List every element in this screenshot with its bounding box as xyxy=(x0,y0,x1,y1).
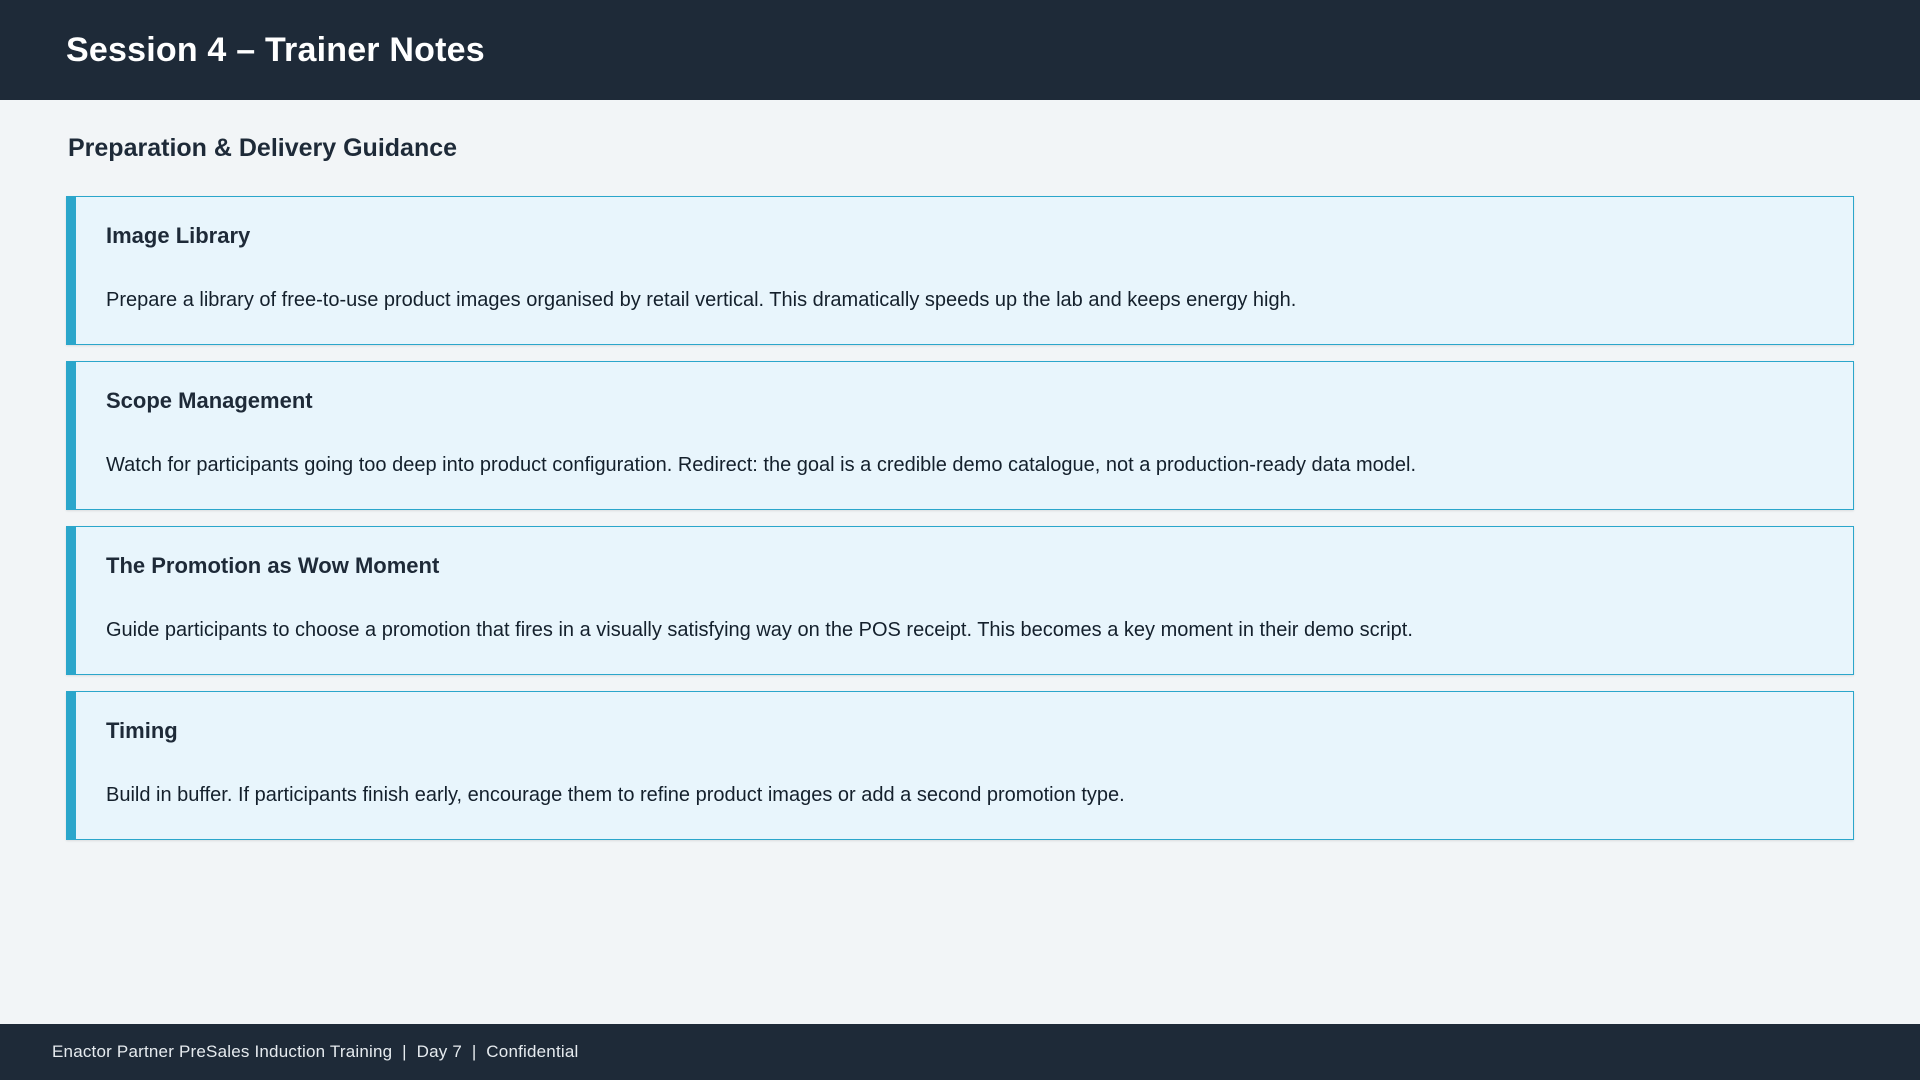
guidance-card-title: Image Library xyxy=(106,223,251,248)
guidance-card-list xyxy=(66,196,1854,840)
guidance-card xyxy=(66,361,1854,510)
guidance-card-body: Watch for participants going too deep into product configuration. Redirect: the goal is a credible demo catalogue, not a production-ready data model. xyxy=(106,454,1417,476)
guidance-card-title: Timing xyxy=(106,718,178,743)
guidance-card-body: Prepare a library of free-to-use product images organised by retail vertical. This dramatically speeds up the lab and keeps energy high. xyxy=(106,289,1297,311)
footer-text: Enactor Partner PreSales Induction Training | Day 7 | Confidential xyxy=(52,1042,579,1061)
guidance-card-body: Build in buffer. If participants finish early, encourage them to refine product images or add a second promotion type. xyxy=(106,784,1125,806)
section-title: Preparation & Delivery Guidance xyxy=(68,134,458,162)
guidance-card-title: Scope Management xyxy=(106,388,313,413)
slide-footer xyxy=(0,1024,1920,1080)
guidance-card xyxy=(66,196,1854,345)
page-title: Session 4 – Trainer Notes xyxy=(66,30,485,69)
slide-header xyxy=(0,0,1920,100)
slide-content xyxy=(0,100,1920,1080)
guidance-card-body: Guide participants to choose a promotion that fires in a visually satisfying way on the POS receipt. This becomes a key moment in their demo script. xyxy=(106,619,1413,641)
guidance-card xyxy=(66,691,1854,840)
guidance-card-title: The Promotion as Wow Moment xyxy=(106,553,440,578)
guidance-card xyxy=(66,526,1854,675)
